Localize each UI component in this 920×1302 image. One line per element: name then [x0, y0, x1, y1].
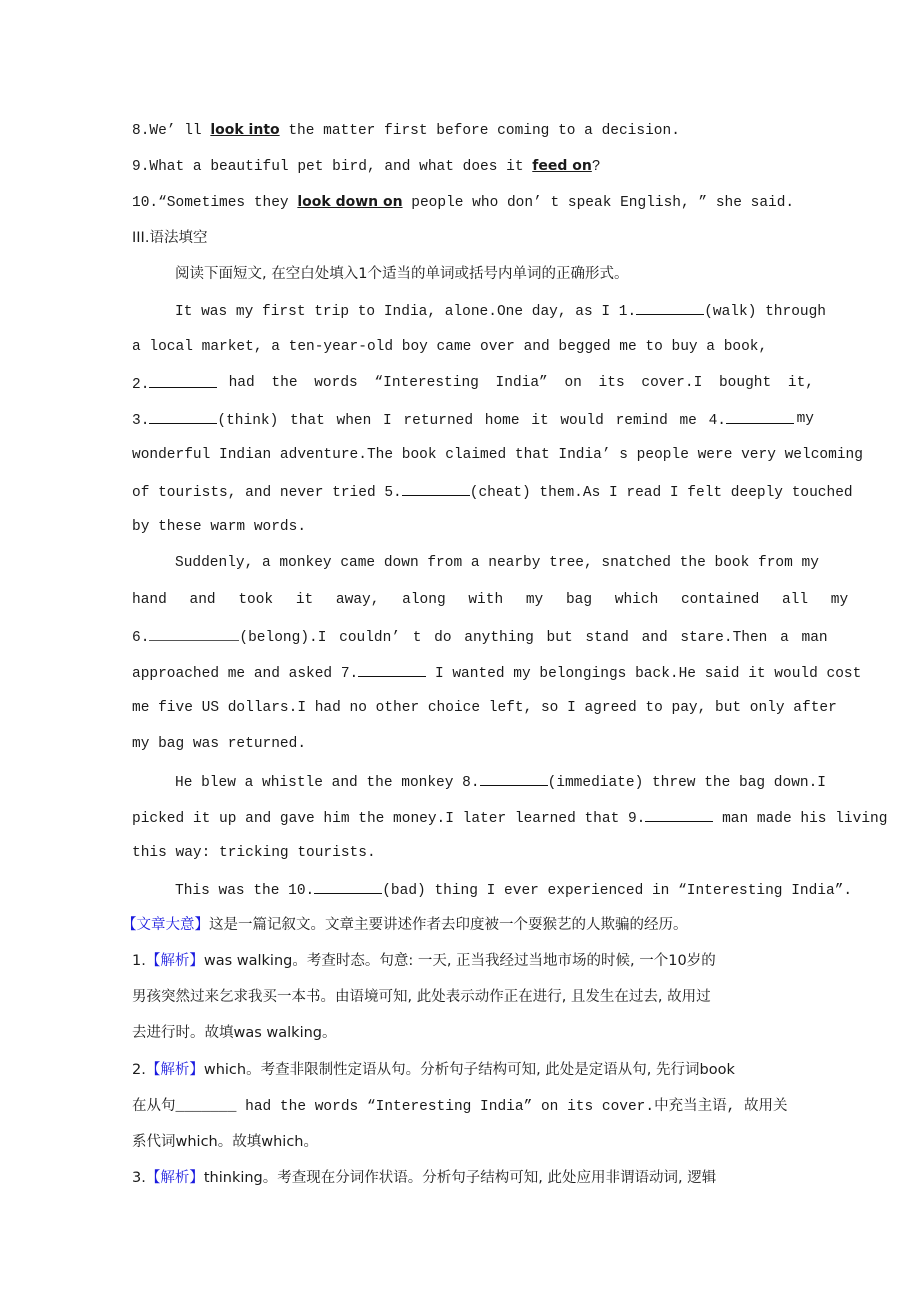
underlined-phrase: look down on	[297, 194, 403, 210]
passage-text: It was my first trip to India, alone.One day, as I 1.	[175, 304, 637, 320]
passage-text: He blew a whistle and the monkey 8.	[175, 775, 480, 791]
item-text: the matter first before coming to a decision.	[279, 123, 680, 139]
passage-line: Suddenly, a monkey came down from a nearby tree, snatched the book from my	[175, 555, 819, 571]
blank-6[interactable]	[149, 626, 239, 641]
item-text: What a beautiful pet bird, and what does it	[149, 159, 533, 175]
blank-3[interactable]	[149, 409, 217, 424]
blank-2[interactable]	[149, 373, 217, 388]
blank-1[interactable]	[636, 300, 704, 315]
blank-10[interactable]	[314, 879, 382, 894]
analysis-tag: 【解析】	[145, 1062, 204, 1078]
analysis-text: which。考查非限制性定语从句。分析句子结构可知, 此处是定语从句, 先行词book	[203, 1062, 735, 1078]
analysis-line	[132, 1096, 788, 1117]
summary-tag: 【文章大意】	[122, 917, 209, 933]
item-text: We’ ll	[149, 123, 211, 139]
analysis-tag: 【解析】	[145, 953, 204, 969]
phrase-item-8	[132, 120, 680, 141]
section-instruction: 阅读下面短文, 在空白处填入1个适当的单词或括号内单词的正确形式。	[175, 266, 629, 282]
passage-text	[132, 409, 794, 431]
passage-line	[175, 300, 826, 322]
item-text: “Sometimes they	[158, 195, 298, 211]
passage-line: by these warm words.	[132, 519, 307, 535]
item-text: people who don’ t speak English, ” she said.	[402, 195, 795, 211]
passage-text: (walk) through	[704, 304, 827, 320]
analysis-text: was walking。考查时态。句意: 一天, 正当我经过当地市场的时候, 一个10岁的	[203, 953, 716, 969]
summary-text: 这是一篇记叙文。文章主要讲述作者去印度被一个耍猴艺的人欺骗的经历。	[209, 917, 688, 933]
analysis-line: 男孩突然过来乞求我买一本书。由语境可知, 此处表示动作正在进行, 且发生在过去, 故用过	[132, 989, 711, 1005]
item-number: 3.	[132, 1170, 146, 1186]
passage-line: this way: tricking tourists.	[132, 845, 376, 861]
item-number: 2.	[132, 1062, 146, 1078]
passage-line	[175, 879, 852, 901]
passage-text: This was the 10.	[175, 883, 315, 899]
analysis-tag: 【解析】	[145, 1170, 204, 1186]
section-heading: III.语法填空	[132, 230, 208, 246]
phrase-item-9	[132, 156, 601, 177]
item-number: 10.	[132, 195, 159, 211]
passage-text: picked it up and gave him the money.I later learned that 9.	[132, 811, 646, 827]
blank-number: 6.	[132, 630, 150, 646]
passage-line	[132, 626, 828, 648]
passage-line	[132, 373, 814, 395]
item-number: 9.	[132, 159, 150, 175]
blank-9[interactable]	[645, 807, 713, 822]
passage-line	[132, 662, 861, 684]
analysis-text: 在从句	[132, 1098, 176, 1114]
passage-text: my	[796, 411, 814, 427]
passage-text: (think) that when I returned home it would remind me 4.	[217, 413, 726, 429]
passage-text: (bad) thing I ever experienced in “Interesting India”.	[382, 883, 853, 899]
underlined-phrase: look into	[210, 122, 280, 138]
passage-line	[132, 807, 887, 829]
item-text: ?	[591, 159, 601, 175]
analysis-line: 系代词which。故填which。	[132, 1134, 318, 1150]
passage-line: me five US dollars.I had no other choice left, so I agreed to pay, but only after	[132, 700, 837, 716]
analysis-text: thinking。考查现在分词作状语。分析句子结构可知, 此处应用非谓语动词, 逻辑	[203, 1170, 717, 1186]
blank-8[interactable]	[480, 771, 548, 786]
item-number: 8.	[132, 123, 150, 139]
analysis-item-1	[132, 951, 716, 971]
blank-5[interactable]	[402, 481, 470, 496]
article-summary	[122, 915, 688, 935]
passage-line	[132, 481, 853, 503]
passage-text	[132, 373, 217, 395]
passage-text: (immediate) threw the bag down.I	[547, 775, 827, 791]
blank-placeholder: _______	[175, 1099, 237, 1115]
passage-line	[132, 409, 814, 431]
analysis-text: had the words “Interesting India” on its cover.中充当主语, 故用关	[236, 1099, 788, 1115]
passage-text: (cheat) them.As I read I felt deeply touched	[469, 485, 853, 501]
passage-text: approached me and asked 7.	[132, 666, 359, 682]
analysis-line: 去进行时。故填was walking。	[132, 1025, 337, 1041]
passage-line: hand and took it away, along with my bag which contained all my	[132, 592, 849, 608]
passage-line: wonderful Indian adventure.The book claimed that India’ s people were very welcoming	[132, 447, 863, 463]
passage-text: of tourists, and never tried 5.	[132, 485, 402, 501]
item-number: 1.	[132, 953, 146, 969]
passage-text: had the words “Interesting India” on its cover.I bought it,	[228, 375, 814, 391]
blank-7[interactable]	[358, 662, 426, 677]
passage-line: a local market, a ten-year-old boy came over and begged me to buy a book,	[132, 339, 768, 355]
blank-4[interactable]	[726, 409, 794, 424]
passage-text: I wanted my belongings back.He said it would cost	[434, 666, 862, 682]
blank-number: 2.	[132, 377, 150, 393]
analysis-item-3	[132, 1168, 716, 1188]
passage-line	[175, 771, 826, 793]
phrase-item-10	[132, 192, 794, 213]
analysis-item-2	[132, 1060, 735, 1080]
passage-text: (belong).I couldn’ t do anything but stand and stare.Then a man	[239, 630, 828, 646]
passage-line: my bag was returned.	[132, 736, 307, 752]
blank-number: 3.	[132, 413, 150, 429]
underlined-phrase: feed on	[532, 158, 592, 174]
passage-text: man made his living	[722, 811, 888, 827]
